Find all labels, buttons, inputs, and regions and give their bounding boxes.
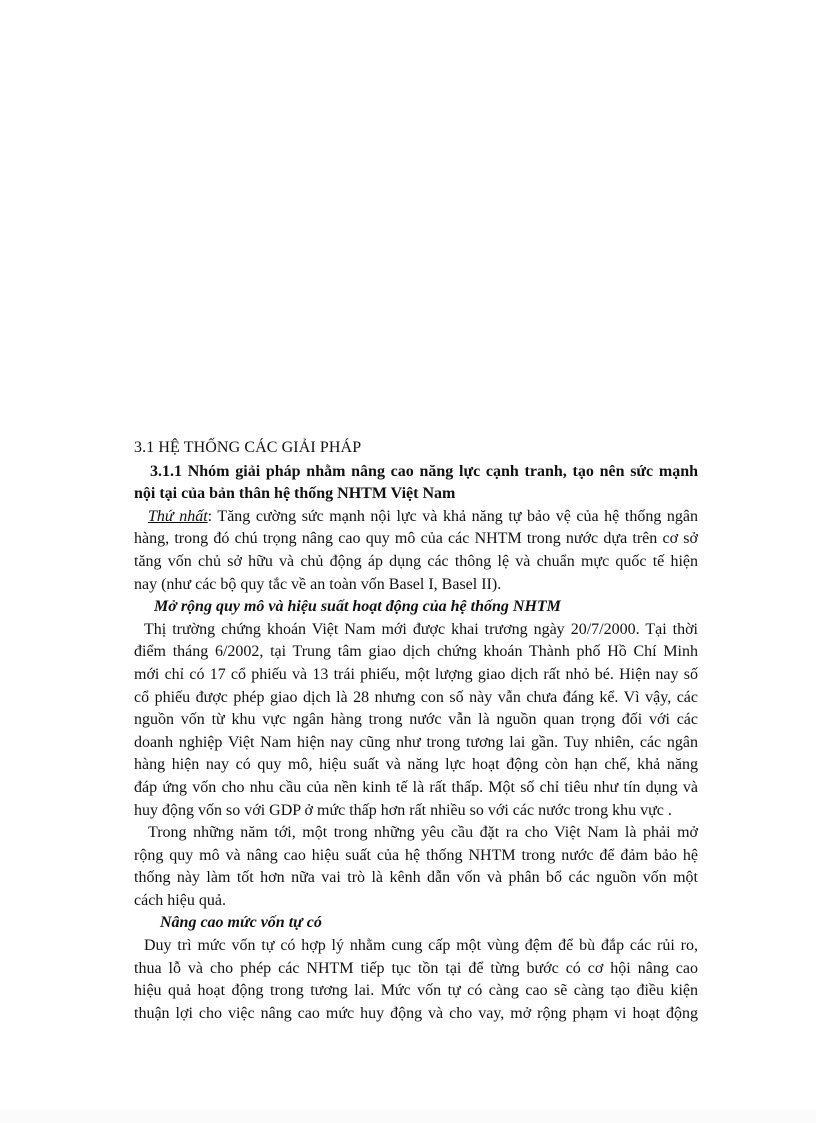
document-body bbox=[134, 437, 698, 1025]
paragraph-line: thống này làm tốt hơn nữa vai trò là kênh dẫn vốn và phân bổ các nguồn vốn một bbox=[134, 869, 698, 887]
heading-own-capital: Nâng cao mức vốn tự có bbox=[160, 914, 322, 932]
paragraph-line: điểm tháng 6/2002, tại Trung tâm giao dịch chứng khoán Thành phố Hồ Chí Minh bbox=[134, 643, 698, 661]
subsection-heading-line-2: nội tại của bản thân hệ thống NHTM Việt Nam bbox=[134, 485, 456, 503]
page-bottom-edge bbox=[0, 1110, 816, 1123]
paragraph-line: nay (như các bộ quy tắc về an toàn vốn Basel I, Basel II). bbox=[134, 575, 502, 593]
paragraph-line: thuận lợi cho việc nâng cao mức huy động và cho vay, mở rộng phạm vi hoạt động bbox=[134, 1004, 698, 1022]
paragraph-first-point bbox=[134, 506, 698, 596]
paragraph-line: tăng vốn chủ sở hữu và chủ động áp dụng các thông lệ và chuẩn mực quốc tế hiện bbox=[134, 552, 698, 570]
paragraph-line: Trong những năm tới, một trong những yêu cầu đặt ra cho Việt Nam là phải mở bbox=[148, 824, 698, 842]
paragraph-line: thua lỗ và cho phép các NHTM tiếp tục tồn tại để từng bước có cơ hội nâng cao bbox=[134, 959, 698, 977]
lead-rest: : Tăng cường sức mạnh nội lực và khả năng tự bảo vệ của hệ thống ngân bbox=[207, 507, 699, 525]
paragraph-stock-market bbox=[134, 619, 698, 822]
paragraph-line: cách hiệu quả. bbox=[134, 891, 226, 909]
paragraph-line: cổ phiếu được phép giao dịch là 28 nhưng con số này vẫn chưa đáng kể. Vì vậy, các bbox=[134, 688, 698, 706]
paragraph-line: hàng, trong đó chú trọng nâng cao quy mô của các NHTM trong nước dựa trên cơ sở bbox=[134, 530, 698, 548]
paragraph-own-capital bbox=[134, 935, 698, 1025]
paragraph-line: Duy trì mức vốn tự có hợp lý nhằm cung cấp một vùng đệm để bù đắp các rủi ro, bbox=[144, 937, 698, 955]
paragraph-coming-years bbox=[134, 822, 698, 912]
heading-expand-scale: Mở rộng quy mô và hiệu suất hoạt động của hệ thống NHTM bbox=[154, 598, 561, 616]
lead-term: Thứ nhất bbox=[148, 507, 208, 525]
paragraph-line: đáp ứng vốn cho nhu cầu của nền kinh tế là rất thấp. Một số chỉ tiêu như tín dụng và bbox=[134, 778, 698, 796]
paragraph-line: huy động vốn so với GDP ở mức thấp hơn rất nhiều so với các nước trong khu vực . bbox=[134, 801, 672, 819]
paragraph-line: mới chỉ có 17 cổ phiếu và 13 trái phiếu, một lượng giao dịch rất nhỏ bé. Hiện nay số bbox=[134, 665, 698, 683]
paragraph-line: doanh nghiệp Việt Nam hiện nay cũng như trong tương lai gần. Tuy nhiên, các ngân bbox=[134, 733, 698, 751]
paragraph-line bbox=[134, 506, 698, 529]
paragraph-line: Thị trường chứng khoán Việt Nam mới được khai trương ngày 20/7/2000. Tại thời bbox=[144, 620, 698, 638]
section-title: 3.1 HỆ THỐNG CÁC GIẢI PHÁP bbox=[134, 439, 362, 456]
subsection-heading bbox=[134, 461, 698, 506]
paragraph-line: hiệu quả hoạt động trong tương lai. Mức vốn tự có càng cao sẽ càng tạo điều kiện bbox=[134, 982, 698, 1000]
subsection-heading-line-1: 3.1.1 Nhóm giải pháp nhằm nâng cao năng lực cạnh tranh, tạo nên sức mạnh bbox=[150, 462, 698, 480]
paragraph-line: hàng hiện nay có quy mô, hiệu suất và năng lực hoạt động còn hạn chế, khả năng bbox=[134, 756, 698, 774]
paragraph-line: nguồn vốn từ khu vực ngân hàng trong nước vẫn là nguồn quan trọng đối với các bbox=[134, 711, 698, 729]
paragraph-line: rộng quy mô và nâng cao hiệu suất của hệ thống NHTM trong nước để đảm bảo hệ bbox=[134, 846, 698, 864]
